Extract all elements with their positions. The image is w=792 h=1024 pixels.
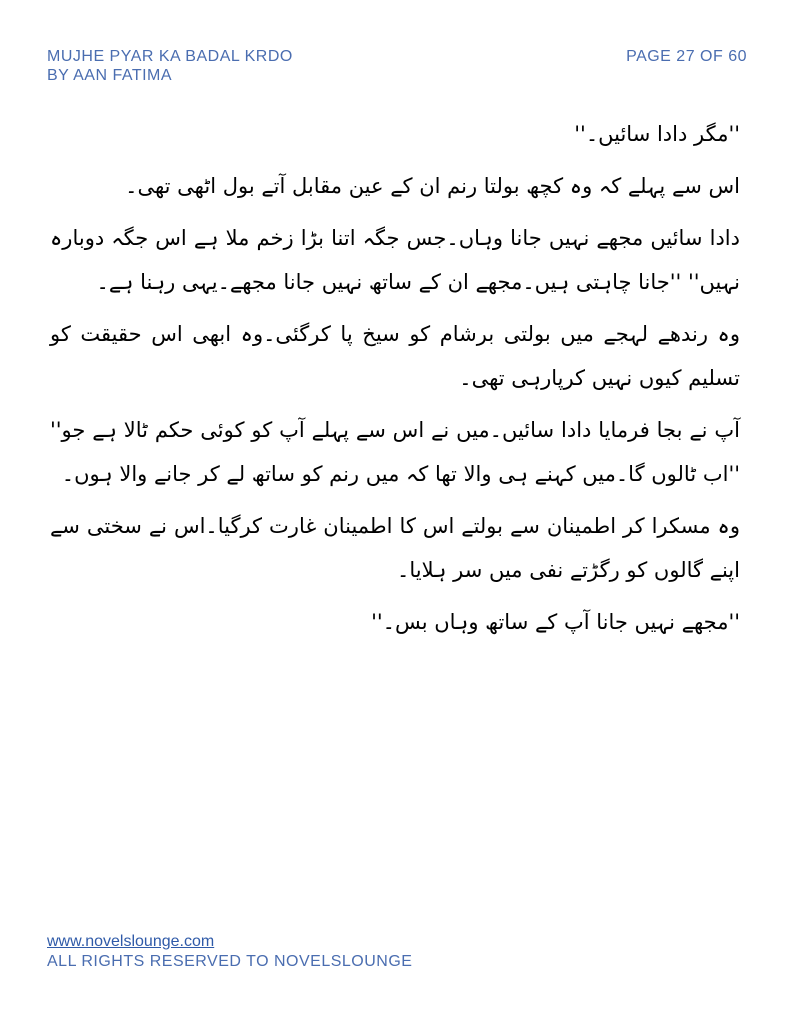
page-number: PAGE 27 OF 60 (626, 48, 747, 65)
paragraph-6: وہ مسکرا کر اطمینان سے بولتے اس کا اطمینان غارت کرگیا۔اس نے سختی سے اپنے گالوں کو رگڑتے نفی میں سر ہلایا۔ (50, 514, 740, 582)
paragraph-1: ''مگر دادا سائیں۔'' (574, 122, 740, 146)
paragraph-2: اس سے پہلے کہ وہ کچھ بولتا رنم ان کے عین مقابل آتے بول اٹھی تھی۔ (125, 174, 740, 198)
page-header (47, 47, 747, 95)
paragraph-5: آپ نے بجا فرمایا دادا سائیں۔میں نے اس سے پہلے آپ کو کوئی حکم ٹالا ہے جو'' ''اب ٹالوں گا۔میں کہنے ہی والا تھا کہ میں رنم کو ساتھ لے کر جانے والا ہوں۔ (50, 418, 740, 486)
website-link[interactable]: www.novelslounge.com (47, 933, 215, 950)
page-body (50, 112, 740, 652)
page-footer (47, 932, 647, 972)
paragraph-3: دادا سائیں مجھے نہیں جانا وہاں۔جس جگہ اتنا بڑا زخم ملا ہے اس جگہ دوبارہ نہیں'' ''جانا چاہتی ہیں۔مجھے ان کے ساتھ نہیں جانا مجھے۔یہی رہنا ہے۔ (50, 226, 740, 294)
header-left (47, 47, 293, 85)
author-name: BY AAN FATIMA (47, 67, 173, 84)
paragraph-7: ''مجھے نہیں جانا آپ کے ساتھ وہاں بس۔'' (371, 610, 740, 634)
paragraph-4: وہ رندھے لہجے میں بولتی برشام کو سیخ پا کرگئی۔وہ ابھی اس حقیقت کو تسلیم کیوں نہیں کرپارہی تھی۔ (50, 322, 740, 390)
book-title: MUJHE PYAR KA BADAL KRDO (47, 48, 293, 65)
rights-notice: ALL RIGHTS RESERVED TO NOVELSLOUNGE (47, 953, 413, 970)
